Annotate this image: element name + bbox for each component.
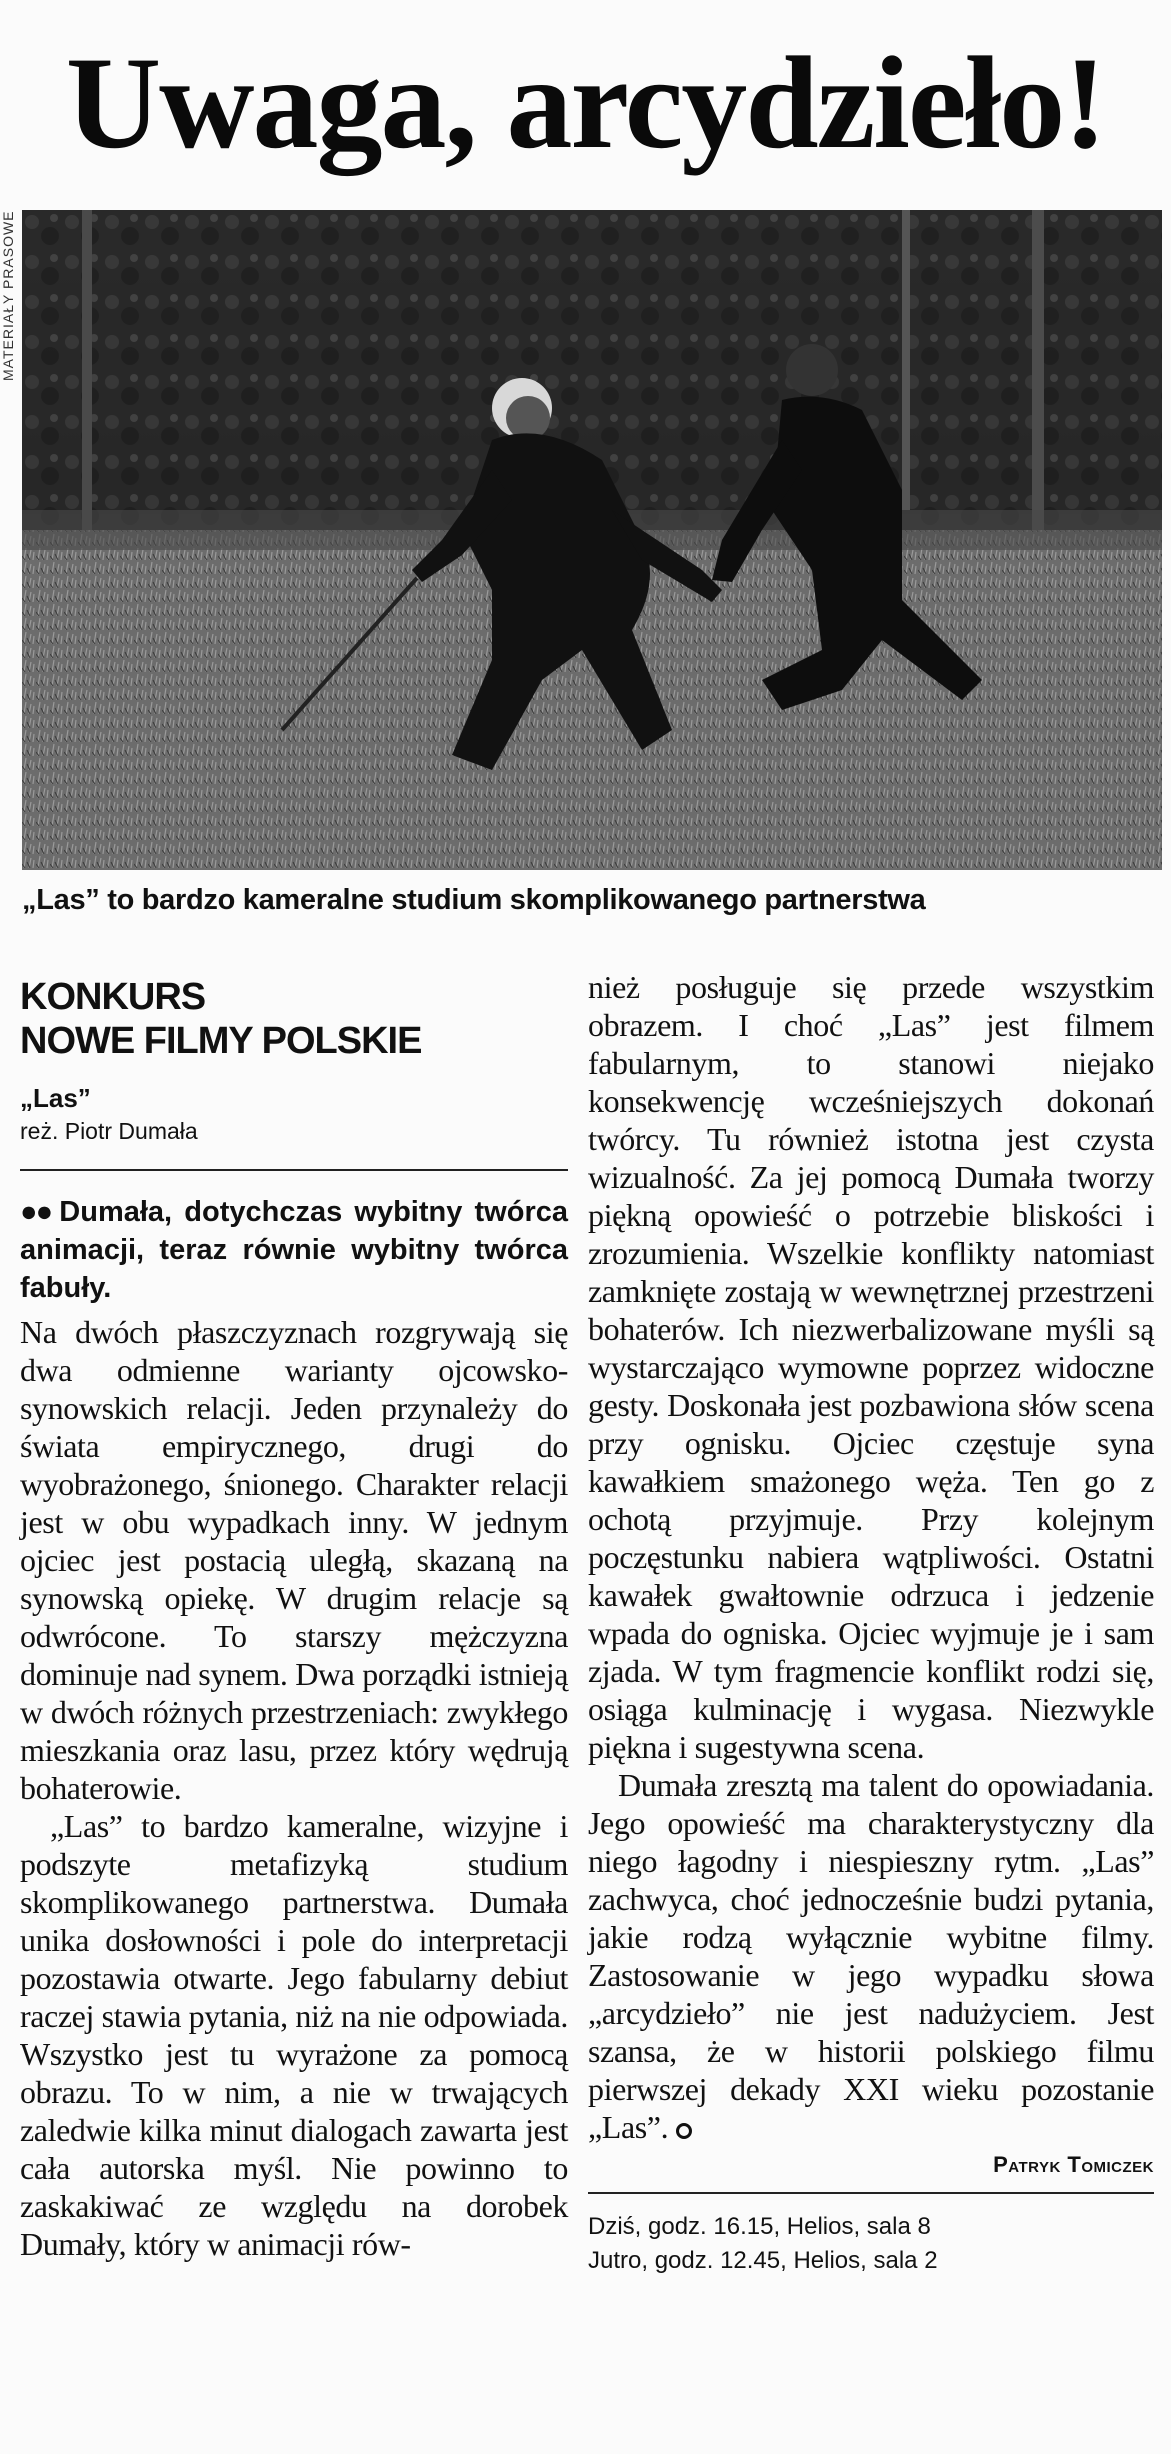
- film-director: reż. Piotr Dumała: [20, 1118, 198, 1144]
- section-divider: [20, 1169, 568, 1171]
- film-title: „Las”: [20, 1083, 91, 1113]
- body-paragraph-4: [588, 1766, 1154, 2146]
- lead-paragraph: [20, 1193, 568, 1307]
- article-photo: [22, 210, 1162, 870]
- body-paragraph-1: Na dwóch płaszczyznach rozgrywają się dwa odmienne warianty ojcowsko-synowskich relacji. Jeden przynależy do świata empirycznego, drugi do wyobrażonego, śnionego. Charakter relacji jest w obu wypadkach inny. W jednym ojciec jest postacią uległą, skazaną na synowską opiekę. W drugim relacje są odwrócone. To starszy mężczyzna dominuje nad synem. Dwa porządki istnieją w dwóch różnych przestrzeniach: zwykłego mieszkania oraz lasu, przez który wędrują bohaterowie.: [20, 1314, 568, 1806]
- byline: Patryk Tomiczek: [993, 2152, 1154, 2177]
- screening-divider: [588, 2192, 1154, 2194]
- body-paragraph-3: nież posługuje się przede wszystkim obrazem. I choć „Las” jest filmem fabularnym, to stanowi niejako konsekwencję wcześniejszych dokonań twórcy. Tu również istotna jest czysta wizualność. Za jej pomocą Dumała tworzy piękną opowieść o potrzebie bliskości i zrozumienia. Wszelkie konflikty natomiast zamknięte zostają w wewnętrznej przestrzeni bohaterów. Ich niezwerbalizowane myśli są wystarczająco wymowne poprzez widoczne gesty. Doskonała jest pozbawiona słów scena przy ognisku. Ojciec częstuje syna kawałkiem smażonego węża. Ten go z ochotą przyjmuje. Przy kolejnym poczęstunku nabiera wątpliwości. Ostatni kawałek gwałtownie odrzuca i jedzenie wpada do ogniska. Ojciec wyjmuje je i sam zjada. W tym fragmencie konflikt rodzi się, osiąga kulminację i wygasa. Niezwykle piękna i sugestywna scena.: [588, 969, 1154, 1765]
- lead-text: Dumała, dotychczas wybitny twórca animacji, teraz równie wybitny twórca fabuły.: [20, 1196, 568, 1304]
- section-title-line-2: NOWE FILMY POLSKIE: [20, 1020, 422, 1062]
- screening-2: Jutro, godz. 12.45, Helios, sala 2: [588, 2247, 938, 2274]
- screening-1: Dziś, godz. 16.15, Helios, sala 8: [588, 2213, 931, 2240]
- body-paragraph-4-text: Dumała zresztą ma talent do opowiadania. Jego opowieść ma charakterystyczny dla niego łagodny i niespieszny rytm. „Las” zachwyca, choć jednocześnie budzi pytania, jakie rodzą wyłącznie wybitne filmy. Zastosowanie w jego wypadku słowa „arcydzieło” nie jest nadużyciem. Jest szansa, że w historii polskiego filmu pierwszej dekady XXI wieku pozostanie „Las”.: [588, 1767, 1154, 2145]
- photo-caption: „Las” to bardzo kameralne studium skomplikowanego partnerstwa: [22, 884, 926, 916]
- section-title: [20, 975, 568, 1081]
- section-title-line-1: KONKURS: [20, 976, 206, 1018]
- photo-credit: MATERIAŁY PRASOWE: [0, 210, 16, 381]
- lead-bullet-icon: ●●: [20, 1196, 52, 1228]
- headline: Uwaga, arcydzieło!: [65, 28, 1106, 176]
- right-column: [588, 968, 1154, 2278]
- end-mark-icon: [676, 2123, 692, 2139]
- left-column: [20, 975, 568, 2263]
- body-paragraph-2: „Las” to bardzo kameralne, wizyjne i podszyte metafizyką studium skomplikowanego partnerstwa. Dumała unika dosłowności i pole do interpretacji pozostawia otwarte. Jego fabularny debiut raczej stawia pytania, niż na nie odpowiada. Wszystko jest tu wyrażone za pomocą obrazu. To w nim, a nie w trwających zaledwie kilka minut dialogach zawarta jest cała autorska myśl. Nie powinno to zaskakiwać ze względu na dorobek Dumały, który w animacji rów-: [20, 1808, 568, 2262]
